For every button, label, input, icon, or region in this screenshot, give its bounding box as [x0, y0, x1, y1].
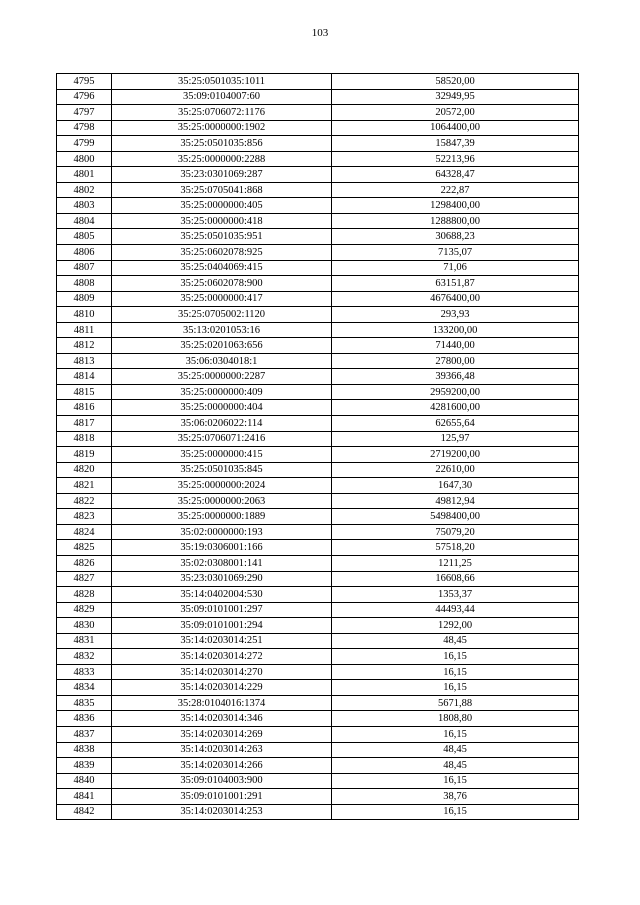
- cadastral-number-cell: 35:19:0306001:166: [112, 540, 332, 556]
- value-cell: 15847,39: [332, 136, 579, 152]
- row-number-cell: 4803: [57, 198, 112, 214]
- value-cell: 16608,66: [332, 571, 579, 587]
- cadastral-number-cell: 35:02:0000000:193: [112, 524, 332, 540]
- cadastral-number-cell: 35:25:0000000:417: [112, 291, 332, 307]
- table-body: [57, 74, 579, 820]
- value-cell: 49812,94: [332, 493, 579, 509]
- table-row: [57, 431, 579, 447]
- table-row: [57, 198, 579, 214]
- cadastral-number-cell: 35:25:0706071:2416: [112, 431, 332, 447]
- row-number-cell: 4799: [57, 136, 112, 152]
- row-number-cell: 4800: [57, 151, 112, 167]
- cadastral-number-cell: 35:23:0301069:290: [112, 571, 332, 587]
- table-row: [57, 416, 579, 432]
- row-number-cell: 4833: [57, 664, 112, 680]
- table-row: [57, 307, 579, 323]
- row-number-cell: 4837: [57, 726, 112, 742]
- row-number-cell: 4820: [57, 462, 112, 478]
- cadastral-number-cell: 35:14:0203014:263: [112, 742, 332, 758]
- value-cell: 4676400,00: [332, 291, 579, 307]
- row-number-cell: 4797: [57, 105, 112, 121]
- row-number-cell: 4829: [57, 602, 112, 618]
- cadastral-number-cell: 35:14:0203014:272: [112, 649, 332, 665]
- cadastral-number-cell: 35:25:0501035:845: [112, 462, 332, 478]
- cadastral-number-cell: 35:14:0402004:530: [112, 587, 332, 603]
- table-row: [57, 229, 579, 245]
- row-number-cell: 4842: [57, 804, 112, 820]
- value-cell: 38,76: [332, 789, 579, 805]
- table-row: [57, 804, 579, 820]
- cadastral-number-cell: 35:25:0000000:2287: [112, 369, 332, 385]
- value-cell: 7135,07: [332, 245, 579, 261]
- row-number-cell: 4836: [57, 711, 112, 727]
- table-row: [57, 369, 579, 385]
- value-cell: 16,15: [332, 664, 579, 680]
- table-row: [57, 493, 579, 509]
- cadastral-number-cell: 35:14:0203014:253: [112, 804, 332, 820]
- cadastral-number-cell: 35:25:0706072:1176: [112, 105, 332, 121]
- cadastral-number-cell: 35:25:0000000:418: [112, 213, 332, 229]
- row-number-cell: 4796: [57, 89, 112, 105]
- value-cell: 5498400,00: [332, 509, 579, 525]
- cadastral-number-cell: 35:14:0203014:270: [112, 664, 332, 680]
- value-cell: 16,15: [332, 773, 579, 789]
- row-number-cell: 4811: [57, 322, 112, 338]
- cadastral-number-cell: 35:14:0203014:346: [112, 711, 332, 727]
- value-cell: 44493,44: [332, 602, 579, 618]
- cadastral-number-cell: 35:09:0104003:900: [112, 773, 332, 789]
- value-cell: 1647,30: [332, 478, 579, 494]
- table-row: [57, 726, 579, 742]
- table-row: [57, 276, 579, 292]
- cadastral-number-cell: 35:25:0501035:951: [112, 229, 332, 245]
- cadastral-number-cell: 35:25:0000000:415: [112, 447, 332, 463]
- value-cell: 63151,87: [332, 276, 579, 292]
- value-cell: 1298400,00: [332, 198, 579, 214]
- value-cell: 30688,23: [332, 229, 579, 245]
- table-row: [57, 322, 579, 338]
- table-row: [57, 695, 579, 711]
- table-row: [57, 773, 579, 789]
- value-cell: 71440,00: [332, 338, 579, 354]
- row-number-cell: 4826: [57, 555, 112, 571]
- row-number-cell: 4834: [57, 680, 112, 696]
- cadastral-number-cell: 35:06:0206022:114: [112, 416, 332, 432]
- table-row: [57, 587, 579, 603]
- table-row: [57, 167, 579, 183]
- table-row: [57, 213, 579, 229]
- cadastral-number-cell: 35:25:0000000:2288: [112, 151, 332, 167]
- table-row: [57, 74, 579, 90]
- cadastral-number-cell: 35:09:0101001:297: [112, 602, 332, 618]
- table-row: [57, 384, 579, 400]
- cadastral-number-cell: 35:14:0203014:269: [112, 726, 332, 742]
- row-number-cell: 4841: [57, 789, 112, 805]
- cadastral-number-cell: 35:25:0000000:1902: [112, 120, 332, 136]
- value-cell: 1808,80: [332, 711, 579, 727]
- cadastral-number-cell: 35:25:0000000:1889: [112, 509, 332, 525]
- value-cell: 133200,00: [332, 322, 579, 338]
- page-number: 103: [311, 27, 329, 39]
- value-cell: 64328,47: [332, 167, 579, 183]
- value-cell: 1353,37: [332, 587, 579, 603]
- cadastral-number-cell: 35:09:0101001:291: [112, 789, 332, 805]
- cadastral-number-cell: 35:14:0203014:251: [112, 633, 332, 649]
- cadastral-number-cell: 35:02:0308001:141: [112, 555, 332, 571]
- value-cell: 16,15: [332, 726, 579, 742]
- row-number-cell: 4839: [57, 758, 112, 774]
- value-cell: 48,45: [332, 758, 579, 774]
- cadastral-number-cell: 35:28:0104016:1374: [112, 695, 332, 711]
- cadastral-number-cell: 35:25:0404069:415: [112, 260, 332, 276]
- row-number-cell: 4819: [57, 447, 112, 463]
- table-row: [57, 182, 579, 198]
- value-cell: 1288800,00: [332, 213, 579, 229]
- value-cell: 71,06: [332, 260, 579, 276]
- table-row: [57, 540, 579, 556]
- value-cell: 39366,48: [332, 369, 579, 385]
- table-row: [57, 711, 579, 727]
- value-cell: 1211,25: [332, 555, 579, 571]
- row-number-cell: 4840: [57, 773, 112, 789]
- table-row: [57, 260, 579, 276]
- value-cell: 48,45: [332, 742, 579, 758]
- row-number-cell: 4825: [57, 540, 112, 556]
- table-row: [57, 680, 579, 696]
- table-row: [57, 602, 579, 618]
- cadastral-number-cell: 35:14:0203014:229: [112, 680, 332, 696]
- row-number-cell: 4801: [57, 167, 112, 183]
- row-number-cell: 4838: [57, 742, 112, 758]
- value-cell: 32949,95: [332, 89, 579, 105]
- row-number-cell: 4822: [57, 493, 112, 509]
- row-number-cell: 4809: [57, 291, 112, 307]
- row-number-cell: 4795: [57, 74, 112, 90]
- row-number-cell: 4802: [57, 182, 112, 198]
- value-cell: 2959200,00: [332, 384, 579, 400]
- table-row: [57, 664, 579, 680]
- table-row: [57, 245, 579, 261]
- cadastral-number-cell: 35:25:0501035:856: [112, 136, 332, 152]
- value-cell: 16,15: [332, 649, 579, 665]
- value-cell: 58520,00: [332, 74, 579, 90]
- row-number-cell: 4830: [57, 618, 112, 634]
- value-cell: 5671,88: [332, 695, 579, 711]
- cadastral-number-cell: 35:25:0602078:900: [112, 276, 332, 292]
- table-row: [57, 400, 579, 416]
- row-number-cell: 4835: [57, 695, 112, 711]
- table-row: [57, 353, 579, 369]
- row-number-cell: 4816: [57, 400, 112, 416]
- value-cell: 1064400,00: [332, 120, 579, 136]
- value-cell: 75079,20: [332, 524, 579, 540]
- cadastral-number-cell: 35:25:0201063:656: [112, 338, 332, 354]
- row-number-cell: 4812: [57, 338, 112, 354]
- table-row: [57, 447, 579, 463]
- row-number-cell: 4815: [57, 384, 112, 400]
- value-cell: 4281600,00: [332, 400, 579, 416]
- table-row: [57, 105, 579, 121]
- table-row: [57, 136, 579, 152]
- cadastral-number-cell: 35:25:0000000:405: [112, 198, 332, 214]
- row-number-cell: 4818: [57, 431, 112, 447]
- table-row: [57, 89, 579, 105]
- table-row: [57, 789, 579, 805]
- cadastral-number-cell: 35:25:0705002:1120: [112, 307, 332, 323]
- value-cell: 1292,00: [332, 618, 579, 634]
- table-row: [57, 742, 579, 758]
- cadastral-number-cell: 35:13:0201053:16: [112, 322, 332, 338]
- cadastral-number-cell: 35:14:0203014:266: [112, 758, 332, 774]
- table-row: [57, 571, 579, 587]
- table-row: [57, 509, 579, 525]
- row-number-cell: 4827: [57, 571, 112, 587]
- cadastral-number-cell: 35:25:0705041:868: [112, 182, 332, 198]
- table-row: [57, 478, 579, 494]
- row-number-cell: 4823: [57, 509, 112, 525]
- value-cell: 48,45: [332, 633, 579, 649]
- value-cell: 16,15: [332, 680, 579, 696]
- cadastral-number-cell: 35:25:0000000:404: [112, 400, 332, 416]
- cadastral-number-cell: 35:25:0000000:409: [112, 384, 332, 400]
- data-table: [56, 73, 579, 820]
- table-row: [57, 151, 579, 167]
- value-cell: 16,15: [332, 804, 579, 820]
- table-row: [57, 555, 579, 571]
- cadastral-number-cell: 35:25:0501035:1011: [112, 74, 332, 90]
- table-row: [57, 758, 579, 774]
- value-cell: 52213,96: [332, 151, 579, 167]
- value-cell: 22610,00: [332, 462, 579, 478]
- value-cell: 57518,20: [332, 540, 579, 556]
- value-cell: 62655,64: [332, 416, 579, 432]
- table-row: [57, 338, 579, 354]
- row-number-cell: 4804: [57, 213, 112, 229]
- row-number-cell: 4831: [57, 633, 112, 649]
- table-row: [57, 462, 579, 478]
- row-number-cell: 4814: [57, 369, 112, 385]
- row-number-cell: 4821: [57, 478, 112, 494]
- cadastral-number-cell: 35:09:0101001:294: [112, 618, 332, 634]
- value-cell: 125,97: [332, 431, 579, 447]
- cadastral-number-cell: 35:23:0301069:287: [112, 167, 332, 183]
- table-row: [57, 633, 579, 649]
- row-number-cell: 4817: [57, 416, 112, 432]
- cadastral-number-cell: 35:25:0000000:2024: [112, 478, 332, 494]
- row-number-cell: 4813: [57, 353, 112, 369]
- cadastral-number-cell: 35:25:0602078:925: [112, 245, 332, 261]
- value-cell: 2719200,00: [332, 447, 579, 463]
- row-number-cell: 4806: [57, 245, 112, 261]
- table-row: [57, 649, 579, 665]
- row-number-cell: 4828: [57, 587, 112, 603]
- row-number-cell: 4810: [57, 307, 112, 323]
- row-number-cell: 4808: [57, 276, 112, 292]
- value-cell: 293,93: [332, 307, 579, 323]
- value-cell: 20572,00: [332, 105, 579, 121]
- row-number-cell: 4798: [57, 120, 112, 136]
- cadastral-number-cell: 35:25:0000000:2063: [112, 493, 332, 509]
- row-number-cell: 4805: [57, 229, 112, 245]
- cadastral-number-cell: 35:09:0104007:60: [112, 89, 332, 105]
- row-number-cell: 4807: [57, 260, 112, 276]
- row-number-cell: 4824: [57, 524, 112, 540]
- value-cell: 222,87: [332, 182, 579, 198]
- row-number-cell: 4832: [57, 649, 112, 665]
- table-row: [57, 291, 579, 307]
- table-row: [57, 120, 579, 136]
- cadastral-number-cell: 35:06:0304018:1: [112, 353, 332, 369]
- value-cell: 27800,00: [332, 353, 579, 369]
- table-row: [57, 618, 579, 634]
- table-row: [57, 524, 579, 540]
